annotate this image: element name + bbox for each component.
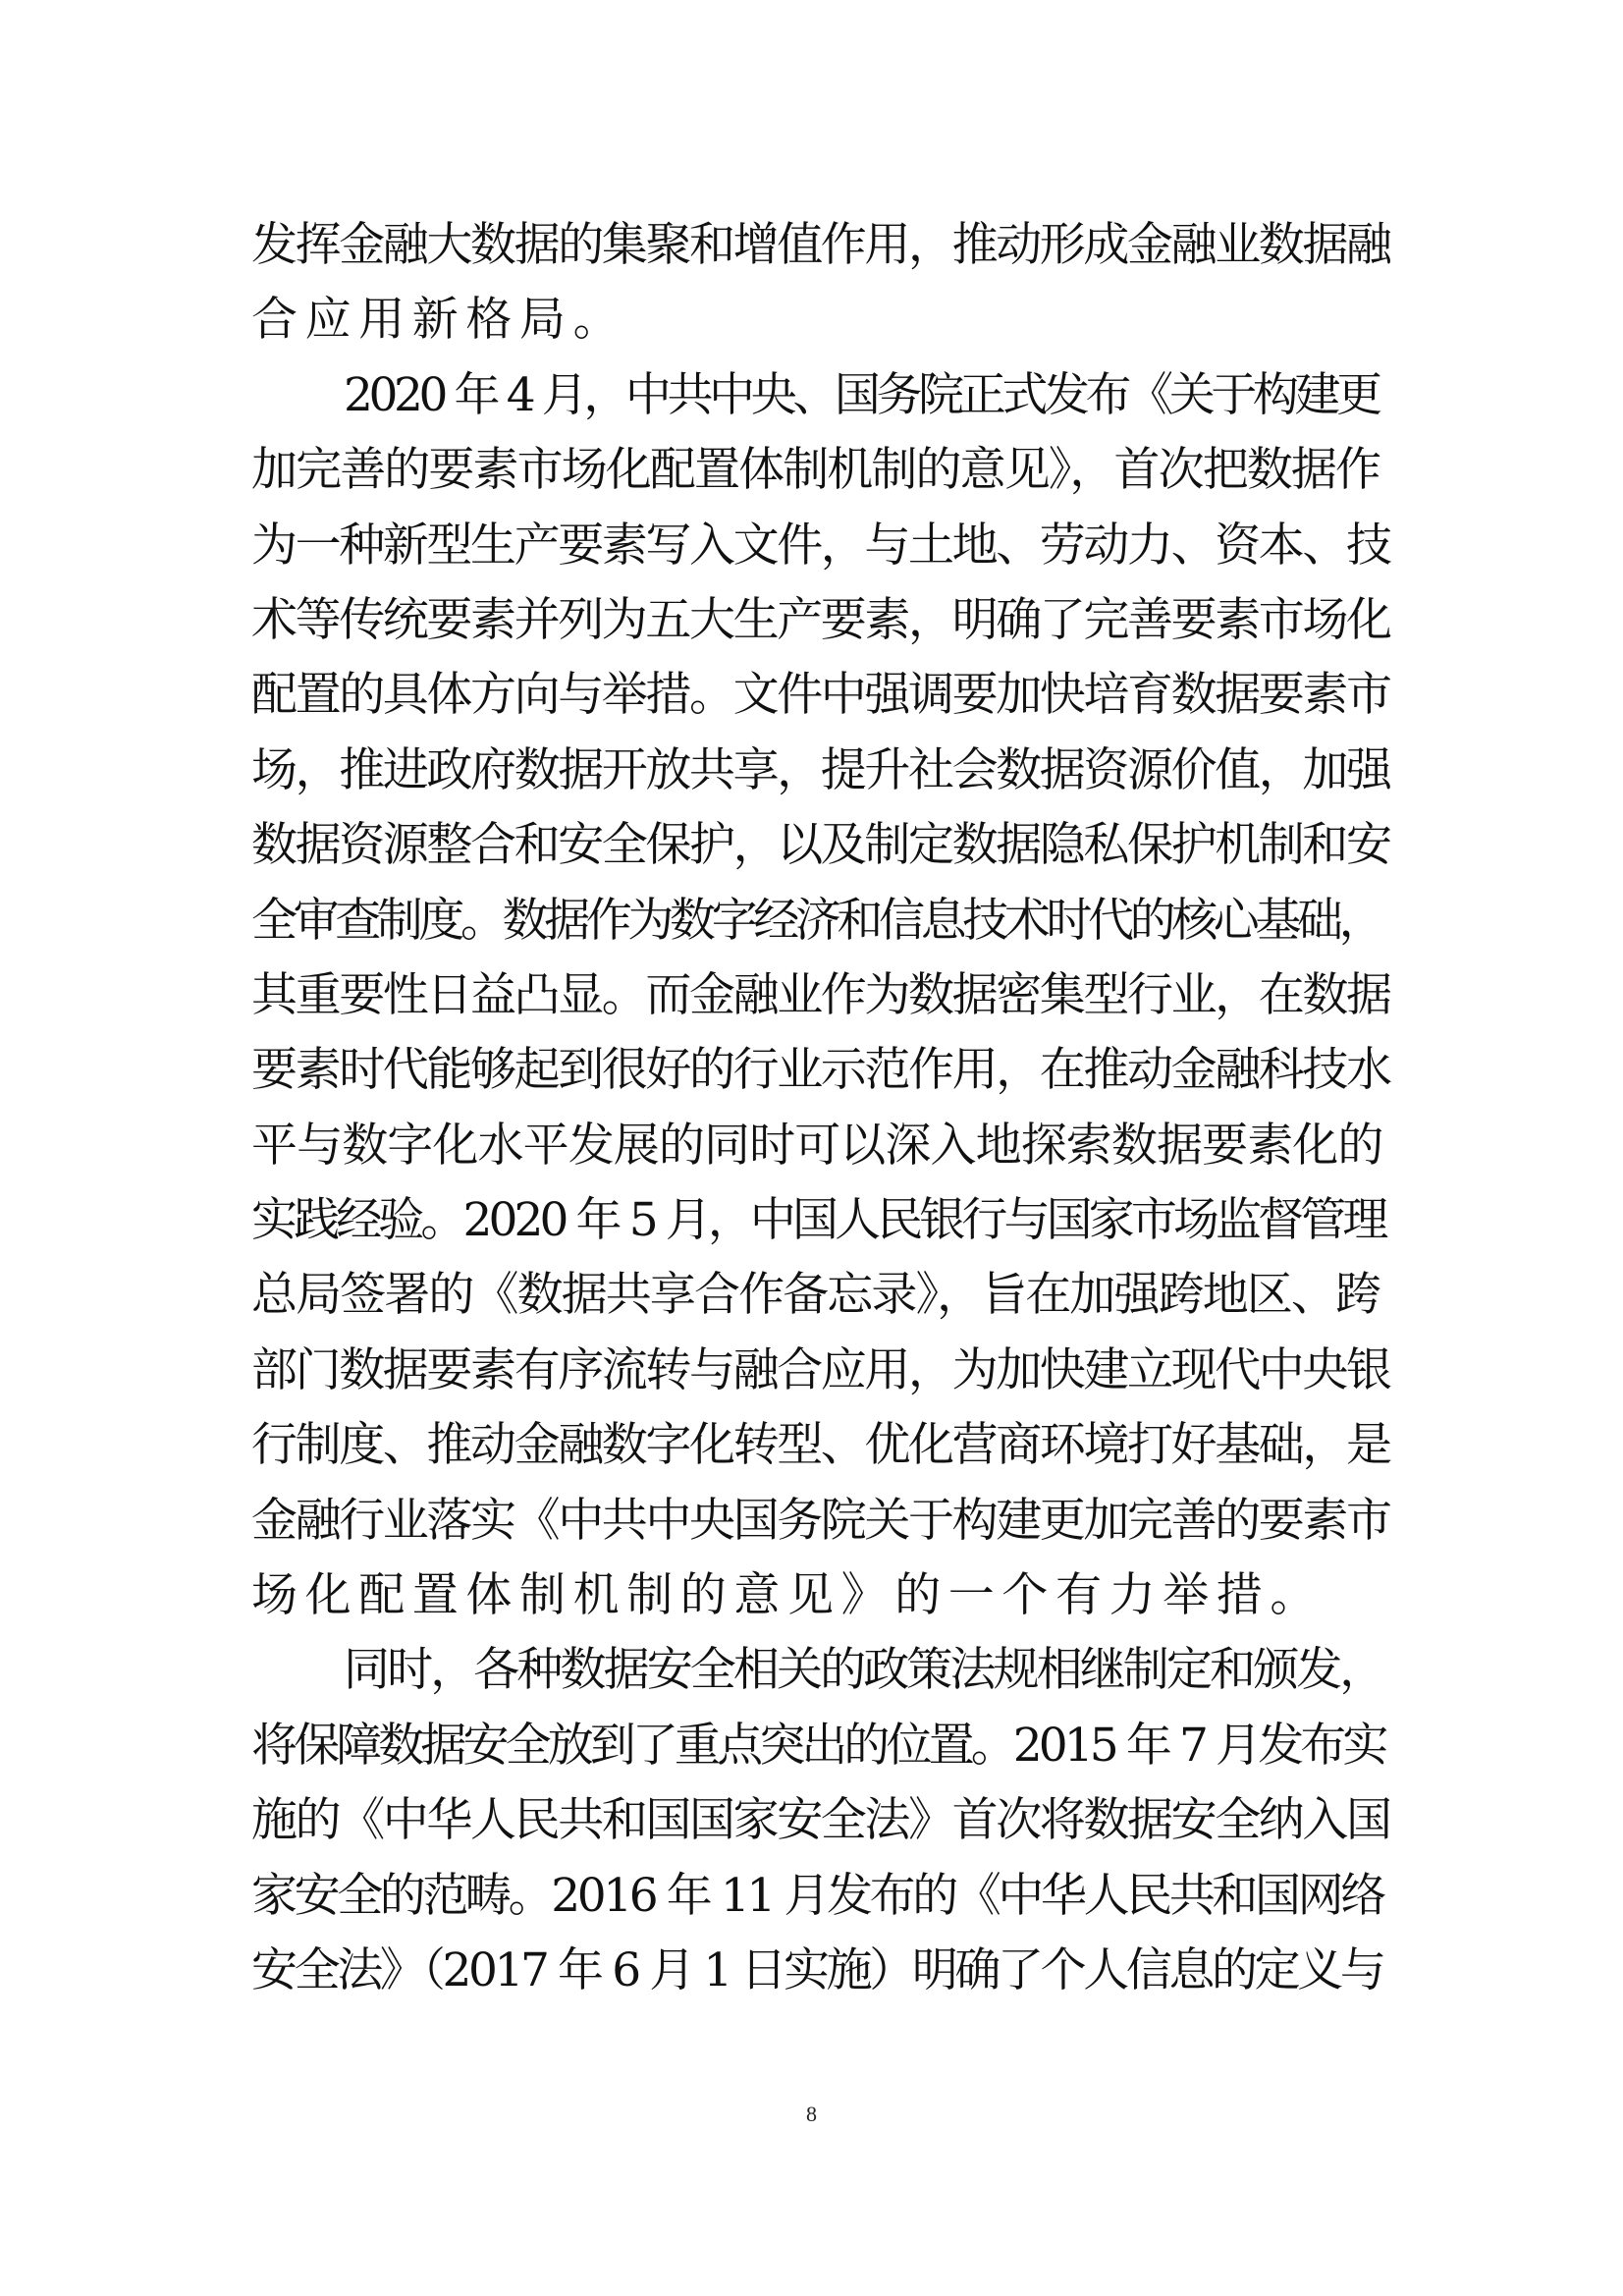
page-number: 8 <box>806 2102 817 2126</box>
text-line: 场，推进政府数据开放共享，提升社会数据资源价值，加强 <box>251 742 1390 797</box>
text-line: 实践经验。2020 年 5 月，中国人民银行与国家市场监督管理 <box>251 1193 1385 1248</box>
text-line: 为一种新型生产要素写入文件，与土地、劳动力、资本、技 <box>251 518 1390 573</box>
text-line: 行制度、推动金融数字化转型、优化营商环境打好基础，是 <box>251 1418 1390 1473</box>
text-line: 其重要性日益凸显。而金融业作为数据密集型行业，在数据 <box>251 967 1390 1022</box>
text-line: 将保障数据安全放到了重点突出的位置。2015 年 7 月发布实 <box>251 1718 1385 1773</box>
text-line: 加完善的要素市场化配置体制机制的意见》，首次把数据作 <box>251 443 1380 498</box>
text-line: 施的《中华人民共和国国家安全法》首次将数据安全纳入国 <box>251 1793 1390 1848</box>
text-line: 部门数据要素有序流转与融合应用，为加快建立现代中央银 <box>251 1342 1390 1397</box>
text-line: 总局签署的《数据共享合作备忘录》，旨在加强跨地区、跨 <box>251 1268 1380 1323</box>
text-line: 术等传统要素并列为五大生产要素，明确了完善要素市场化 <box>251 592 1390 647</box>
text-line: 同时，各种数据安全相关的政策法规相继制定和颁发， <box>344 1643 1383 1698</box>
text-line: 场化配置体制机制的意见》的一个有力举措。 <box>251 1568 1324 1623</box>
text-line: 家安全的范畴。2016 年 11 月发布的《中华人民共和国网络 <box>251 1868 1383 1923</box>
text-line: 2020 年 4 月，中共中央、国务院正式发布《关于构建更 <box>344 367 1379 422</box>
text-line: 金融行业落实《中共中央国务院关于构建更加完善的要素市 <box>251 1493 1390 1548</box>
text-line: 安全法》（2017 年 6 月 1 日实施）明确了个人信息的定义与 <box>251 1942 1383 1997</box>
text-line: 合应用新格局。 <box>251 293 627 348</box>
text-line: 全审查制度。数据作为数字经济和信息技术时代的核心基础， <box>251 893 1381 948</box>
text-line: 要素时代能够起到很好的行业示范作用，在推动金融科技水 <box>251 1043 1390 1098</box>
body-text <box>251 208 1390 2008</box>
text-line: 平与数字化水平发展的同时可以深入地探索数据要素化的 <box>251 1118 1383 1173</box>
text-line: 发挥金融大数据的集聚和增值作用，推动形成金融业数据融 <box>251 218 1390 272</box>
text-line: 配置的具体方向与举措。文件中强调要加快培育数据要素市 <box>251 668 1390 723</box>
text-line: 数据资源整合和安全保护，以及制定数据隐私保护机制和安 <box>251 818 1390 873</box>
